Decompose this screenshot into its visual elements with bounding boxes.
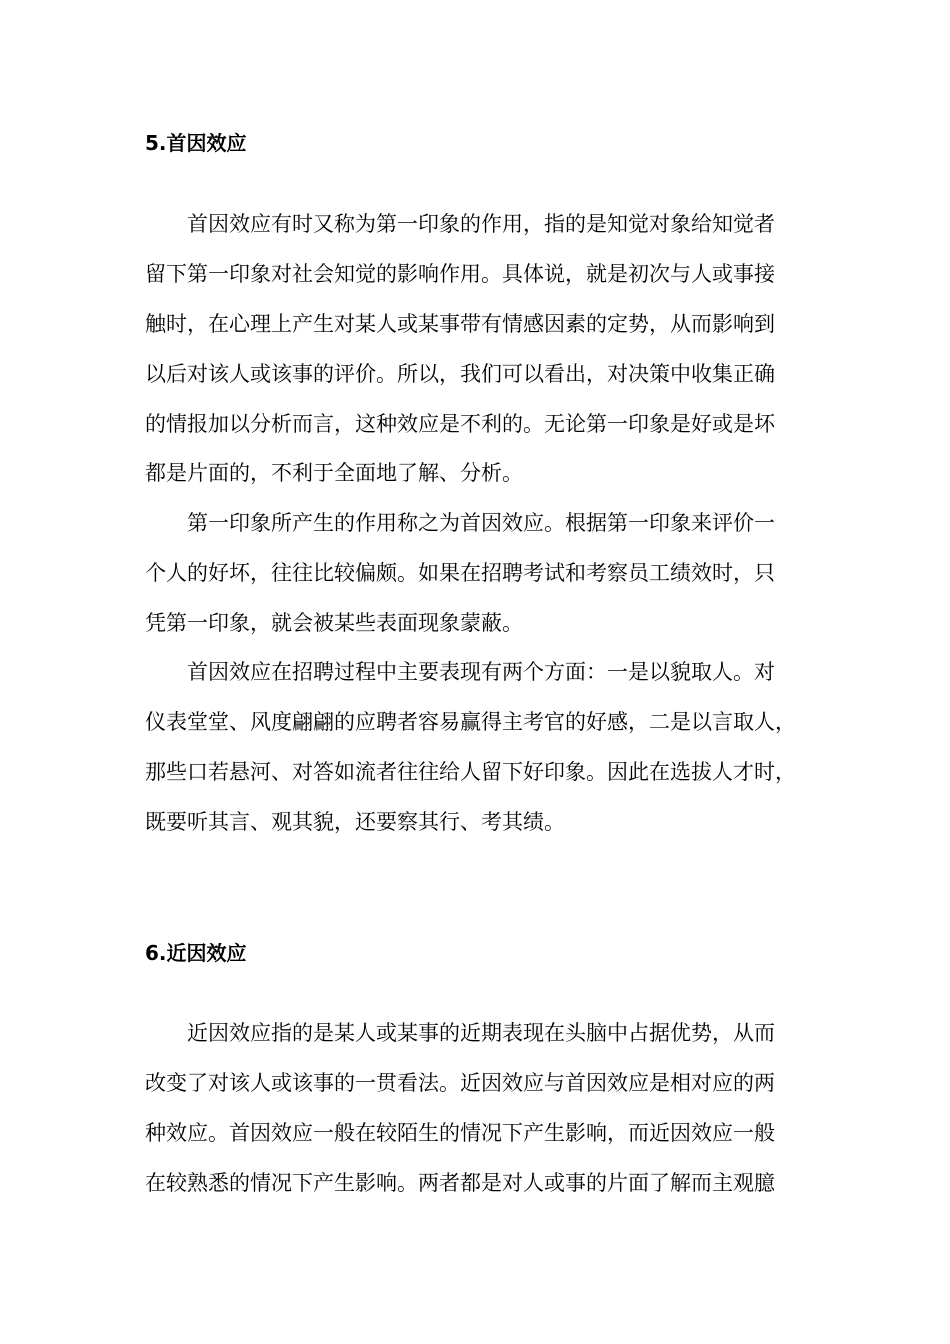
section-6-line: 改变了对该人或该事的一贯看法。近因效应与首因效应是相对应的两 <box>145 1071 775 1095</box>
section-5-line: 触时，在心理上产生对某人或某事带有情感因素的定势，从而影响到 <box>145 312 775 336</box>
section-5-line: 个人的好坏，往往比较偏颇。如果在招聘考试和考察员工绩效时，只 <box>145 561 775 585</box>
section-5-line: 凭第一印象，就会被某些表面现象蒙蔽。 <box>145 611 523 635</box>
section-5-line: 留下第一印象对社会知觉的影响作用。具体说，就是初次与人或事接 <box>145 262 775 286</box>
section-6-line: 在较熟悉的情况下产生影响。两者都是对人或事的片面了解而主观臆 <box>145 1171 775 1195</box>
section-5-line: 那些口若悬河、对答如流者往往给人留下好印象。因此在选拔人才时， <box>145 760 796 784</box>
section-5-line: 都是片面的，不利于全面地了解、分析。 <box>145 461 523 485</box>
section-6-line: 近因效应指的是某人或某事的近期表现在头脑中占据优势，从而 <box>187 1021 775 1045</box>
section-6-line: 种效应。首因效应一般在较陌生的情况下产生影响，而近因效应一般 <box>145 1121 775 1145</box>
section-5-line: 既要听其言、观其貌，还要察其行、考其绩。 <box>145 810 565 834</box>
section-5-line: 仪表堂堂、风度翩翩的应聘者容易赢得主考官的好感，二是以言取人， <box>145 710 796 734</box>
section-6-heading: 6.近因效应 <box>145 941 247 965</box>
section-5-line: 第一印象所产生的作用称之为首因效应。根据第一印象来评价一 <box>187 511 775 535</box>
section-5-line: 以后对该人或该事的评价。所以，我们可以看出，对决策中收集正确 <box>145 362 775 386</box>
section-5-heading: 5.首因效应 <box>145 131 247 155</box>
section-5-line: 首因效应在招聘过程中主要表现有两个方面：一是以貌取人。对 <box>187 660 775 684</box>
section-5-line: 首因效应有时又称为第一印象的作用，指的是知觉对象给知觉者 <box>187 212 775 236</box>
section-5-line: 的情报加以分析而言，这种效应是不利的。无论第一印象是好或是坏 <box>145 412 775 436</box>
